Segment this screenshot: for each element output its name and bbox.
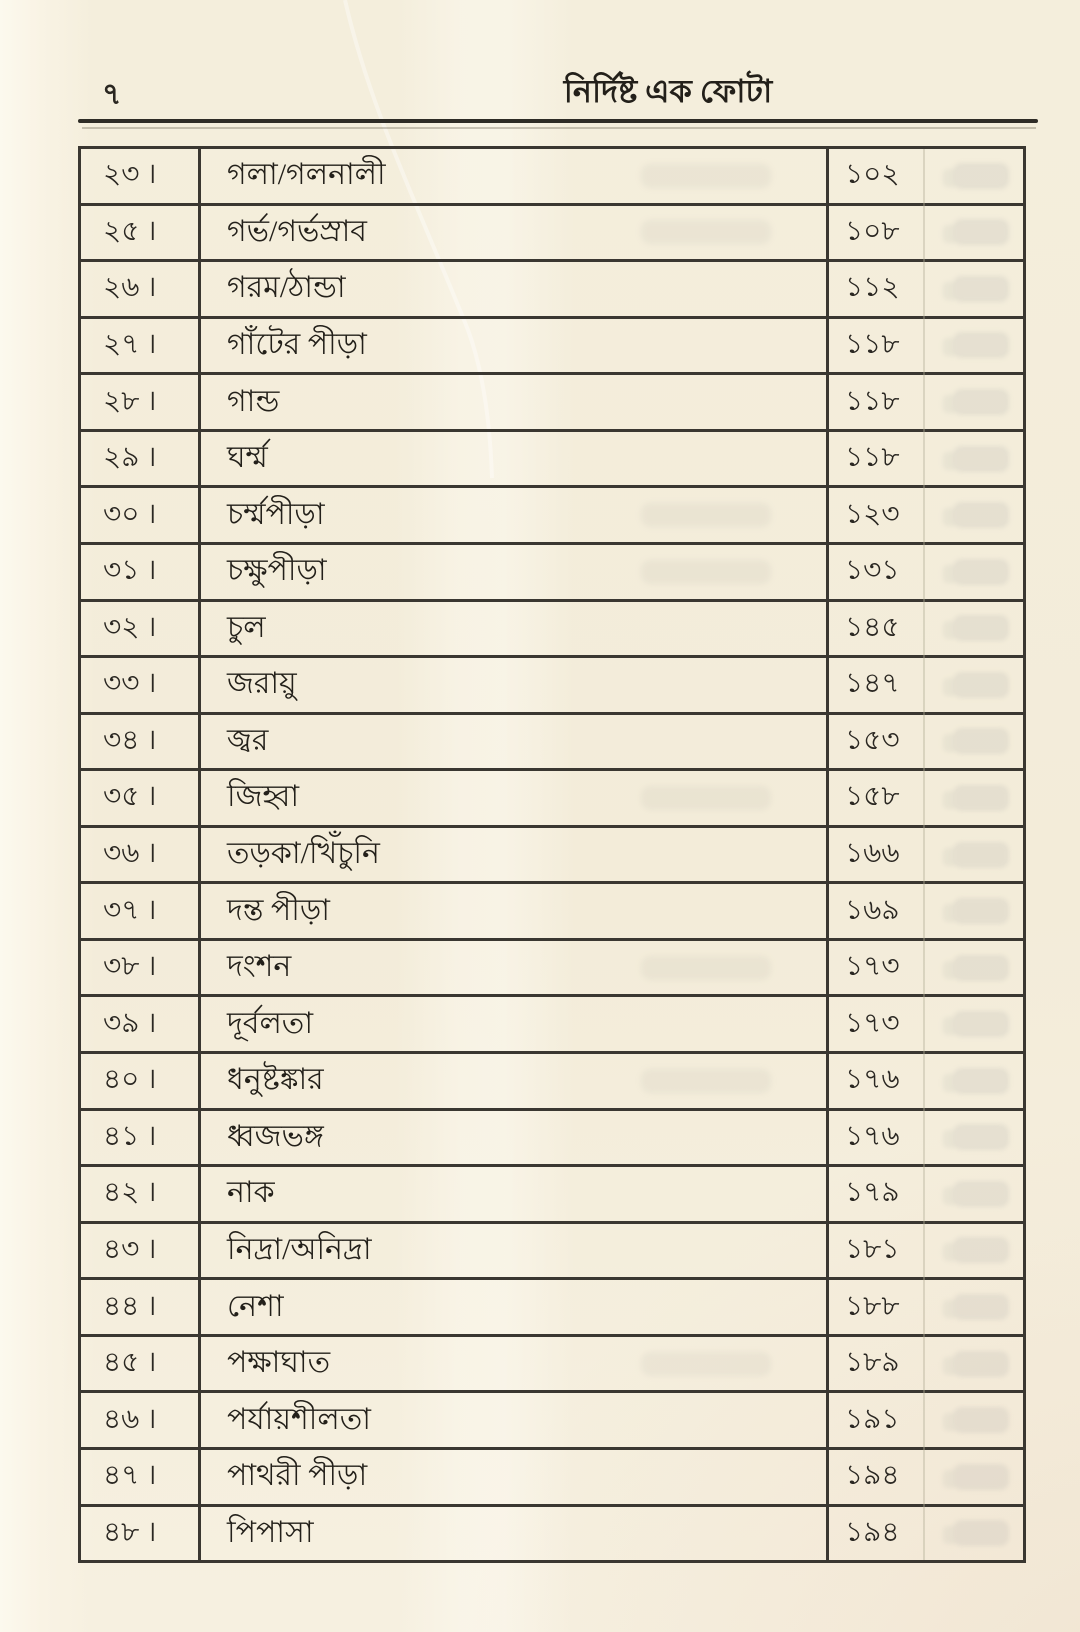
toc-row	[81, 997, 1023, 1054]
page-ref: ১৪৫	[845, 611, 900, 643]
page-ref: ১০৮	[845, 215, 900, 247]
bleedthrough-smudge	[953, 446, 1009, 472]
topic-name: চর্ম্মপীড়া	[198, 488, 829, 542]
toc-row	[81, 432, 1023, 489]
bleedthrough-smudge	[953, 1068, 1009, 1094]
bleedthrough-smudge	[953, 898, 1009, 924]
serial-number: ৩৬ ।	[103, 838, 157, 870]
page-ref: ১৮৯	[845, 1347, 900, 1379]
serial-number: ৩৫ ।	[103, 781, 157, 813]
topic-name: পর্যায়শীলতা	[198, 1393, 829, 1447]
serial-number: ৩০ ।	[103, 498, 157, 530]
toc-row	[81, 319, 1023, 376]
header-rule	[78, 119, 1038, 123]
toc-row	[81, 884, 1023, 941]
bleedthrough-smudge	[953, 1351, 1009, 1377]
serial-number: ৩৮ ।	[103, 951, 157, 983]
bleedthrough-smudge	[953, 1294, 1009, 1320]
serial-number: ৪২ ।	[103, 1177, 157, 1209]
page-ref: ১৬৯	[845, 894, 900, 926]
page-ref-cell	[829, 884, 1023, 938]
topic-name: ধনুষ্টঙ্কার	[198, 1054, 829, 1108]
serial-number: ৩৯ ।	[103, 1007, 157, 1039]
toc-row	[81, 1224, 1023, 1281]
toc-row	[81, 1507, 1023, 1561]
topic-name: তড়কা/খিঁচুনি	[198, 828, 829, 882]
bleedthrough-smudge	[953, 785, 1009, 811]
bleedthrough-smudge	[953, 1520, 1009, 1546]
topic-name: নাক	[198, 1167, 829, 1221]
toc-row	[81, 602, 1023, 659]
page-ref: ১৮১	[845, 1233, 900, 1265]
page-ref-cell	[829, 658, 1023, 712]
page-ref-cell	[829, 1111, 1023, 1165]
topic-name: চক্ষুপীড়া	[198, 545, 829, 599]
topic-name: গরম/ঠান্ডা	[198, 262, 829, 316]
page-ref: ১৭৬	[845, 1120, 900, 1152]
serial-number: ৩১ ।	[103, 555, 157, 587]
page-ref: ১০২	[845, 159, 900, 191]
topic-name: গর্ভ/গর্ভস্রাব	[198, 206, 829, 260]
bleedthrough-smudge	[953, 332, 1009, 358]
topic-name: জরায়ু	[198, 658, 829, 712]
bleedthrough-smudge	[953, 1464, 1009, 1490]
page-ref-cell	[829, 1507, 1023, 1561]
toc-row	[81, 149, 1023, 206]
page-ref: ১১২	[845, 272, 900, 304]
topic-name: চুল	[198, 602, 829, 656]
toc-row	[81, 1450, 1023, 1507]
bleedthrough-smudge	[953, 1237, 1009, 1263]
toc-row	[81, 941, 1023, 998]
serial-number: ৪৪ ।	[103, 1290, 157, 1322]
serial-number: ৪৭ ।	[103, 1460, 157, 1492]
toc-row	[81, 262, 1023, 319]
serial-number: ২৭ ।	[103, 328, 157, 360]
page-ref: ১৭৬	[845, 1064, 900, 1096]
topic-name: গলা/গলনালী	[198, 149, 829, 203]
toc-row	[81, 1280, 1023, 1337]
page-number: ৭	[102, 78, 122, 111]
bleedthrough-smudge	[953, 1181, 1009, 1207]
bleedthrough-smudge	[953, 163, 1009, 189]
page-ref: ১১৮	[845, 442, 900, 474]
bleedthrough-smudge	[953, 615, 1009, 641]
topic-name: ধ্বজভঙ্গ	[198, 1111, 829, 1165]
topic-name: ঘর্ম্ম	[198, 432, 829, 486]
page-ref-cell	[829, 319, 1023, 373]
serial-number: ২৬ ।	[103, 272, 157, 304]
serial-number: ৩৪ ।	[103, 724, 157, 756]
page-ref: ১৭৯	[845, 1177, 900, 1209]
bleedthrough-smudge	[953, 502, 1009, 528]
page-ref: ১৮৮	[845, 1290, 900, 1322]
page-ref-cell	[829, 771, 1023, 825]
toc-row	[81, 1167, 1023, 1224]
topic-name: নিদ্রা/অনিদ্রা	[198, 1224, 829, 1278]
page-ref-cell	[829, 1337, 1023, 1391]
toc-row	[81, 545, 1023, 602]
page-ref-cell	[829, 997, 1023, 1051]
topic-name: দূর্বলতা	[198, 997, 829, 1051]
page-ref: ১১৮	[845, 385, 900, 417]
page-ref-cell	[829, 149, 1023, 203]
serial-number: ৪০ ।	[103, 1064, 157, 1096]
topic-name: পিপাসা	[198, 1507, 829, 1561]
contents-table	[78, 146, 1026, 1563]
toc-row	[81, 1054, 1023, 1111]
toc-row	[81, 715, 1023, 772]
page-ref-cell	[829, 545, 1023, 599]
page-ref-cell	[829, 1393, 1023, 1447]
bleedthrough-smudge	[953, 842, 1009, 868]
bleedthrough-smudge	[953, 1011, 1009, 1037]
page-ref: ১৯৪	[845, 1460, 900, 1492]
page-ref: ১৫৩	[845, 724, 900, 756]
page-ref: ১১৮	[845, 328, 900, 360]
page-ref: ১৯১	[845, 1403, 900, 1435]
bleedthrough-smudge	[953, 672, 1009, 698]
page-ref: ১৯৪	[845, 1516, 900, 1548]
topic-name: পক্ষাঘাত	[198, 1337, 829, 1391]
serial-number: ২৩ ।	[103, 159, 157, 191]
page-ref: ১২৩	[845, 498, 900, 530]
page-ref-cell	[829, 828, 1023, 882]
bleedthrough-smudge	[953, 1124, 1009, 1150]
serial-number: ৪৬ ।	[103, 1403, 157, 1435]
serial-number: ৪১ ।	[103, 1120, 157, 1152]
toc-row	[81, 1393, 1023, 1450]
page-ref-cell	[829, 602, 1023, 656]
toc-row	[81, 206, 1023, 263]
page-ref: ১৪৭	[845, 668, 900, 700]
page-ref-cell	[829, 1054, 1023, 1108]
page-title: নির্দিষ্ট এক ফোটা	[563, 73, 773, 109]
toc-row	[81, 1337, 1023, 1394]
toc-row	[81, 658, 1023, 715]
bleedthrough-smudge	[953, 1407, 1009, 1433]
serial-number: ৪৮ ।	[103, 1516, 157, 1548]
bleedthrough-smudge	[953, 219, 1009, 245]
serial-number: ২৮ ।	[103, 385, 157, 417]
serial-number: ৪৩ ।	[103, 1233, 157, 1265]
serial-number: ২৯ ।	[103, 442, 157, 474]
page-ref: ১৬৬	[845, 838, 900, 870]
page-ref-cell	[829, 206, 1023, 260]
topic-name: জিহ্বা	[198, 771, 829, 825]
page-ref: ১৩১	[845, 555, 900, 587]
topic-name: জ্বর	[198, 715, 829, 769]
serial-number: ৪৫ ।	[103, 1347, 157, 1379]
topic-name: পাথরী পীড়া	[198, 1450, 829, 1504]
bleedthrough-smudge	[953, 389, 1009, 415]
page-ref-cell	[829, 262, 1023, 316]
page-ref-cell	[829, 375, 1023, 429]
topic-name: দন্ত পীড়া	[198, 884, 829, 938]
topic-name: দংশন	[198, 941, 829, 995]
topic-name: গান্ড	[198, 375, 829, 429]
page-ref: ১৭৩	[845, 1007, 900, 1039]
page-ref-cell	[829, 1224, 1023, 1278]
page-ref-cell	[829, 1167, 1023, 1221]
topic-name: গাঁটের পীড়া	[198, 319, 829, 373]
page-ref-cell	[829, 1450, 1023, 1504]
serial-number: ৩৩ ।	[103, 668, 157, 700]
page-ref-cell	[829, 432, 1023, 486]
bleedthrough-smudge	[953, 276, 1009, 302]
bleedthrough-smudge	[953, 559, 1009, 585]
page-ref-cell	[829, 715, 1023, 769]
page-ref-cell	[829, 488, 1023, 542]
bleedthrough-smudge	[953, 955, 1009, 981]
toc-row	[81, 488, 1023, 545]
toc-row	[81, 375, 1023, 432]
bleedthrough-smudge	[953, 728, 1009, 754]
toc-row	[81, 771, 1023, 828]
toc-row	[81, 828, 1023, 885]
serial-number: ৩৭ ।	[103, 894, 157, 926]
toc-row	[81, 1111, 1023, 1168]
page-ref: ১৫৮	[845, 781, 900, 813]
page-ref: ১৭৩	[845, 951, 900, 983]
serial-number: ২৫ ।	[103, 215, 157, 247]
topic-name: নেশা	[198, 1280, 829, 1334]
page-ref-cell	[829, 1280, 1023, 1334]
serial-number: ৩২ ।	[103, 611, 157, 643]
page-ref-cell	[829, 941, 1023, 995]
